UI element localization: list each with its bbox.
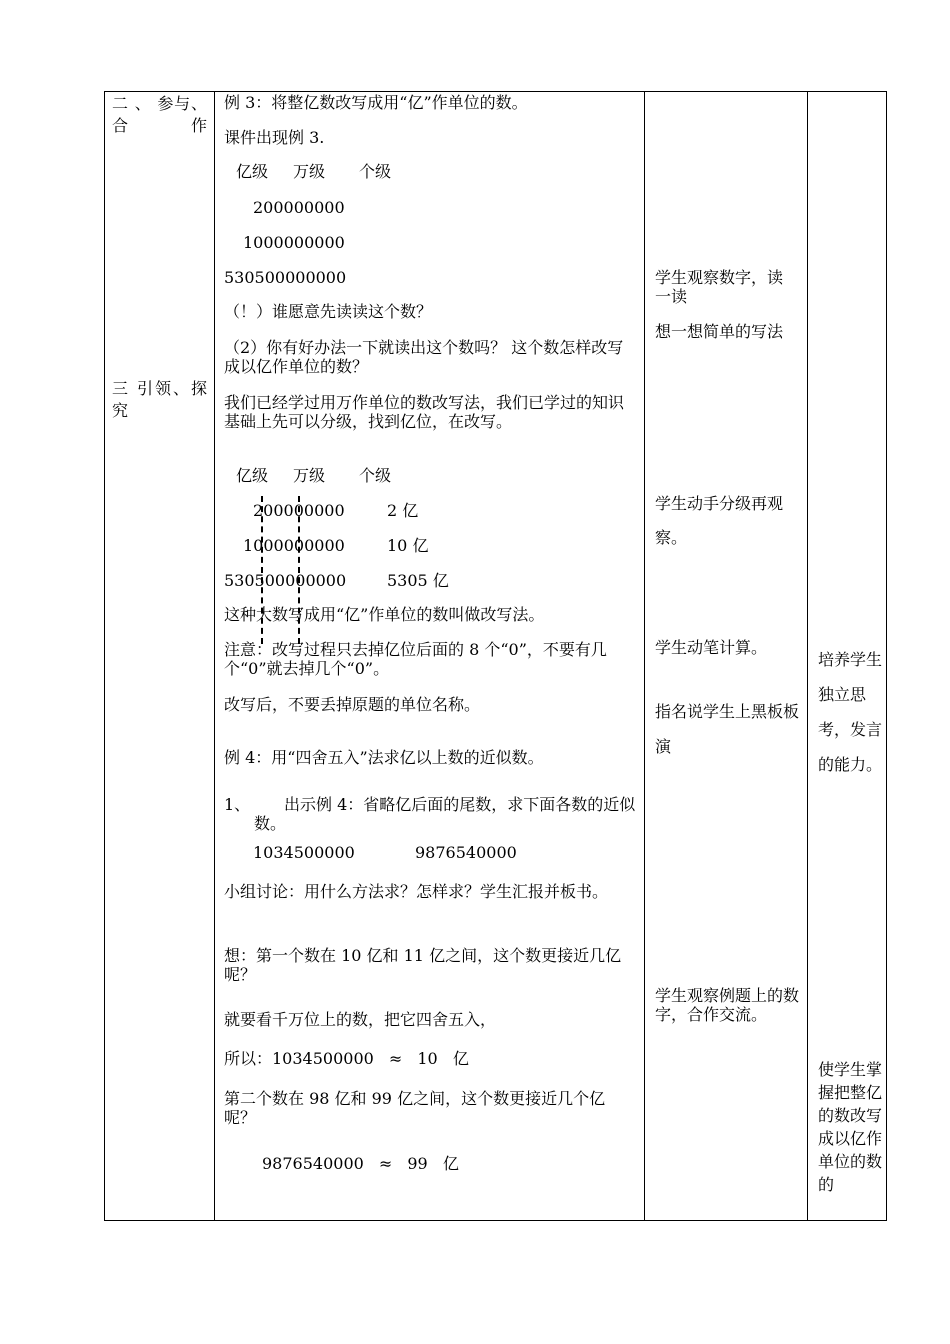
student-activity: 学生观察例题上的数字，合作交流。 <box>655 986 800 1024</box>
question-1: （！）谁愿意先读读这个数？ <box>224 302 433 321</box>
reasoning-3: 第二个数在 98 亿和 99 亿之间，这个数更接近几个亿呢？ <box>224 1089 606 1127</box>
group-discussion: 小组讨论：用什么方法求？怎样求？学生汇报并板书。 <box>224 882 609 901</box>
student-activity: 学生观察数字，读一读 <box>655 268 784 306</box>
stage-2-label: 二 、 参与、合作 <box>112 94 207 135</box>
result-2: 9876540000 ≈ 99 亿 <box>262 1154 459 1173</box>
student-activity: 学生动笔计算。 <box>655 638 768 657</box>
example-4-prompt: 出示例 4：省略亿后面的尾数，求下面各数的近似数。 <box>254 795 636 833</box>
number: 200000000 <box>253 198 345 217</box>
level-header: 个级 <box>359 466 392 485</box>
number: 1000000000 <box>243 233 345 252</box>
student-activity: 指名说学生上黑板板演 <box>655 702 800 756</box>
rewritten-number: 2 亿 <box>387 501 419 520</box>
column-divider <box>644 91 645 1221</box>
text-line: 课件出现例 3. <box>224 128 325 147</box>
student-activity: 想一想简单的写法 <box>655 322 784 341</box>
design-intent: 培养学生独立思考，发言的能力。 <box>818 650 883 774</box>
level-header: 亿级 <box>236 466 269 485</box>
number: 9876540000 <box>415 843 517 862</box>
question-2: （2）你有好办法一下就读出这个数吗？ 这个数怎样改写成以亿作单位的数？ <box>224 338 624 376</box>
student-activity: 学生动手分级再观察。 <box>655 494 784 547</box>
definition: 这种大数写成用“亿”作单位的数叫做改写法。 <box>224 605 545 624</box>
column-divider <box>807 91 808 1221</box>
reasoning-2: 就要看千万位上的数，把它四舍五入， <box>224 1010 497 1029</box>
example-4-title: 例 4：用“四舍五入”法求亿以上数的近似数。 <box>224 748 544 767</box>
note: 注意：改写过程只去掉亿位后面的 8 个“0”，不要有几个“0”就去掉几个“0”。 <box>224 640 607 678</box>
number: 1000000000 <box>243 536 345 555</box>
example-3-title: 例 3：将整亿数改写成用“亿”作单位的数。 <box>224 93 528 112</box>
reminder: 改写后，不要丢掉原题的单位名称。 <box>224 695 481 714</box>
explanation: 我们已经学过用万作单位的数改写法，我们已学过的知识基础上先可以分级，找到亿位，在改写。 <box>224 393 625 431</box>
stage-3-label: 三 引领、探究 <box>112 379 207 420</box>
number: 530500000000 <box>224 268 347 287</box>
column-divider <box>214 91 215 1221</box>
level-header: 个级 <box>359 162 392 181</box>
list-marker: 1、 <box>224 795 251 814</box>
level-header: 亿级 <box>236 162 269 181</box>
number: 200000000 <box>253 501 345 520</box>
number: 1034500000 <box>253 843 355 862</box>
number: 530500000000 <box>224 571 347 590</box>
level-header: 万级 <box>293 466 326 485</box>
result-1: 所以：1034500000 ≈ 10 亿 <box>224 1049 469 1068</box>
rewritten-number: 10 亿 <box>387 536 429 555</box>
design-intent: 使学生掌握把整亿的数改写成以亿作单位的数的 <box>818 1060 883 1194</box>
reasoning-1: 想：第一个数在 10 亿和 11 亿之间，这个数更接近几亿呢？ <box>224 946 622 984</box>
level-header: 万级 <box>293 162 326 181</box>
rewritten-number: 5305 亿 <box>387 571 449 590</box>
